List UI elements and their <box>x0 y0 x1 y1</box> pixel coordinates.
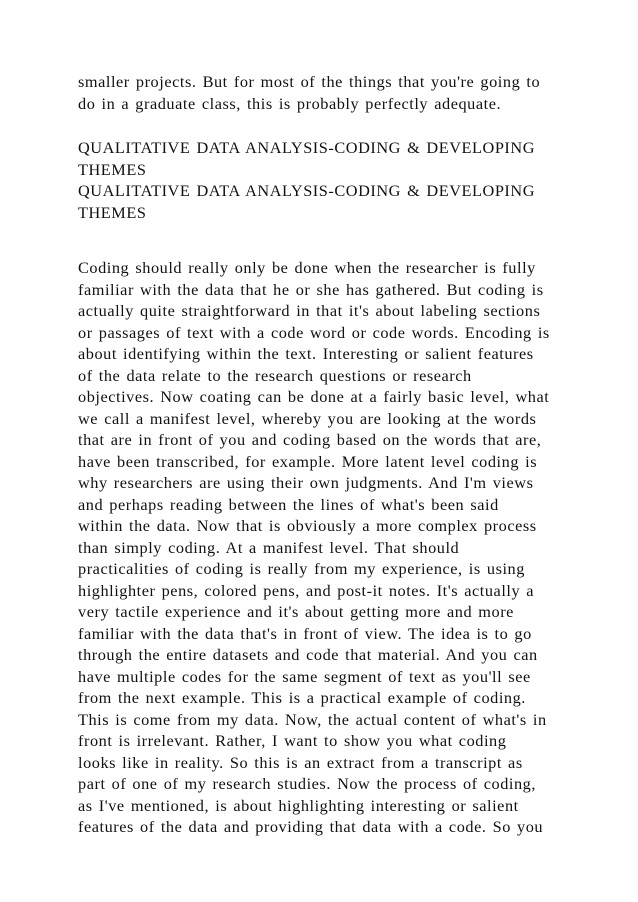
section-heading: QUALITATIVE DATA ANALYSIS-CODING & DEVELOPING THEMES QUALITATIVE DATA ANALYSIS-CODING & DEVELOPING THEMES <box>78 138 536 222</box>
intro-paragraph: smaller projects. But for most of the things that you're going to do in a graduate class, this is probably perfectly adequate. <box>78 72 541 113</box>
body-paragraph: Coding should really only be done when the researcher is fully familiar with the data that he or she has gathered. But coding is actually quite straightforward in that it's about labeling sections or passages of text with a code word or code words. Encoding is about identifying within the text. Interesting or salient features of the data relate to the research questions or research objectives. Now coating can be done at a fairly basic level, what we call a manifest level, whereby you are looking at the words that are in front of you and coding based on the words that are, have been transcribed, for example. More latent level coding is why researchers are using their own judgments. And I'm views and perhaps reading between the lines of what's been said within the data. Now that is obviously a more complex process than simply coding. At a manifest level. That should practicalities of coding is really from my experience, is using highlighter pens, colored pens, and post-it notes. It's actually a very tactile experience and it's about getting more and more familiar with the data that's in front of view. The idea is to go through the entire datasets and code that material. And you can have multiple codes for the same segment of text as you'll see from the next example. This is a practical example of coding. This is come from my data. Now, the actual content of what's in front is irrelevant. Rather, I want to show you what coding looks like in reality. So this is an extract from a transcript as part of one of my research studies. Now the process of coding, as I've mentioned, is about highlighting interesting or salient features of the data and providing that data with a code. So you <box>78 258 550 836</box>
